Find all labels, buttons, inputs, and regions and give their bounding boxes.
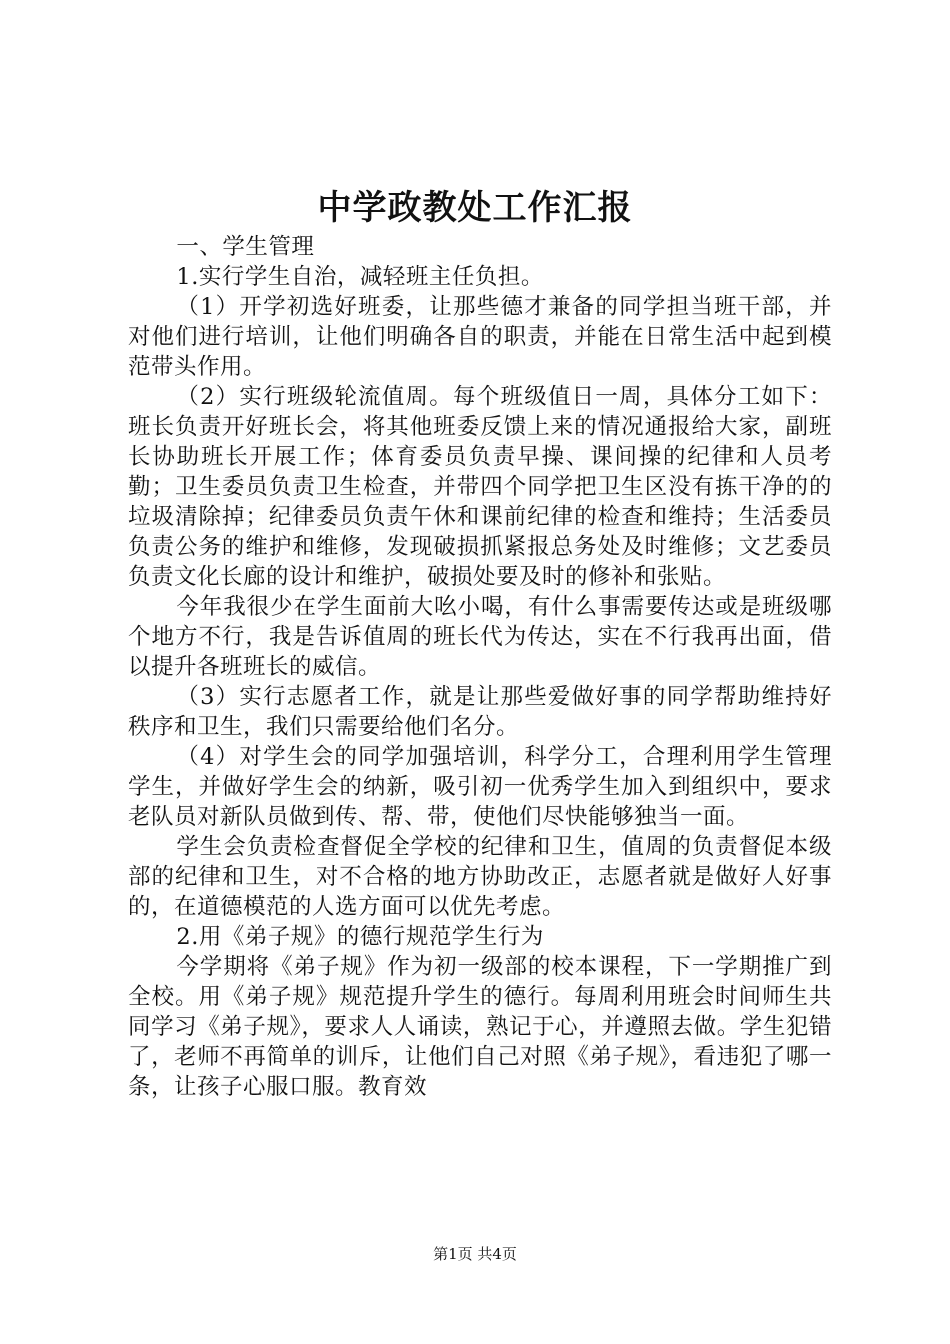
paragraph: 今年我很少在学生面前大吆小喝，有什么事需要传达或是班级哪个地方不行，我是告诉值周的班长代为传达，实在不行我再出面，借以提升各班班长的威信。 xyxy=(128,594,832,680)
paragraph: （2）实行班级轮流值周。每个班级值日一周，具体分工如下：班长负责开好班长会，将其他班委反馈上来的情况通报给大家，副班长协助班长开展工作；体育委员负责早操、课间操的纪律和人员考勤；卫生委员负责卫生检查，并带四个同学把卫生区没有拣干净的的垃圾清除掉；纪律委员负责午休和课前纪律的检查和维持；生活委员负责公务的维护和维修，发现破损抓紧报总务处及时维修；文艺委员负责文化长廊的设计和维护，破损处要及时的修补和张贴。 xyxy=(128,384,832,590)
paragraph: 学生会负责检查督促全学校的纪律和卫生，值周的负责督促本级部的纪律和卫生，对不合格的地方协助改正，志愿者就是做好人好事的，在道德模范的人选方面可以优先考虑。 xyxy=(128,834,832,920)
page-footer: 第1页 共4页 xyxy=(433,1245,517,1263)
subsection-heading: 1.实行学生自治，减轻班主任负担。 xyxy=(176,264,544,290)
subsection-heading: 2.用《弟子规》的德行规范学生行为 xyxy=(176,924,544,950)
document-body xyxy=(128,232,832,1102)
paragraph: 今学期将《弟子规》作为初一级部的校本课程，下一学期推广到全校。用《弟子规》规范提升学生的德行。每周利用班会时间师生共同学习《弟子规》，要求人人诵读，熟记于心，并遵照去做。学生犯错了，老师不再简单的训斥，让他们自己对照《弟子规》，看违犯了哪一条，让孩子心服口服。教育效 xyxy=(128,954,832,1100)
paragraph: （4）对学生会的同学加强培训，科学分工，合理利用学生管理学生，并做好学生会的纳新，吸引初一优秀学生加入到组织中，要求老队员对新队员做到传、帮、带，使他们尽快能够独当一面。 xyxy=(128,744,832,830)
section-heading: 一、学生管理 xyxy=(176,234,315,260)
paragraph: （1）开学初选好班委，让那些德才兼备的同学担当班干部，并对他们进行培训，让他们明确各自的职责，并能在日常生活中起到模范带头作用。 xyxy=(128,294,832,380)
document-title: 中学政教处工作汇报 xyxy=(317,188,633,228)
paragraph: （3）实行志愿者工作，就是让那些爱做好事的同学帮助维持好秩序和卫生，我们只需要给他们名分。 xyxy=(128,684,832,740)
